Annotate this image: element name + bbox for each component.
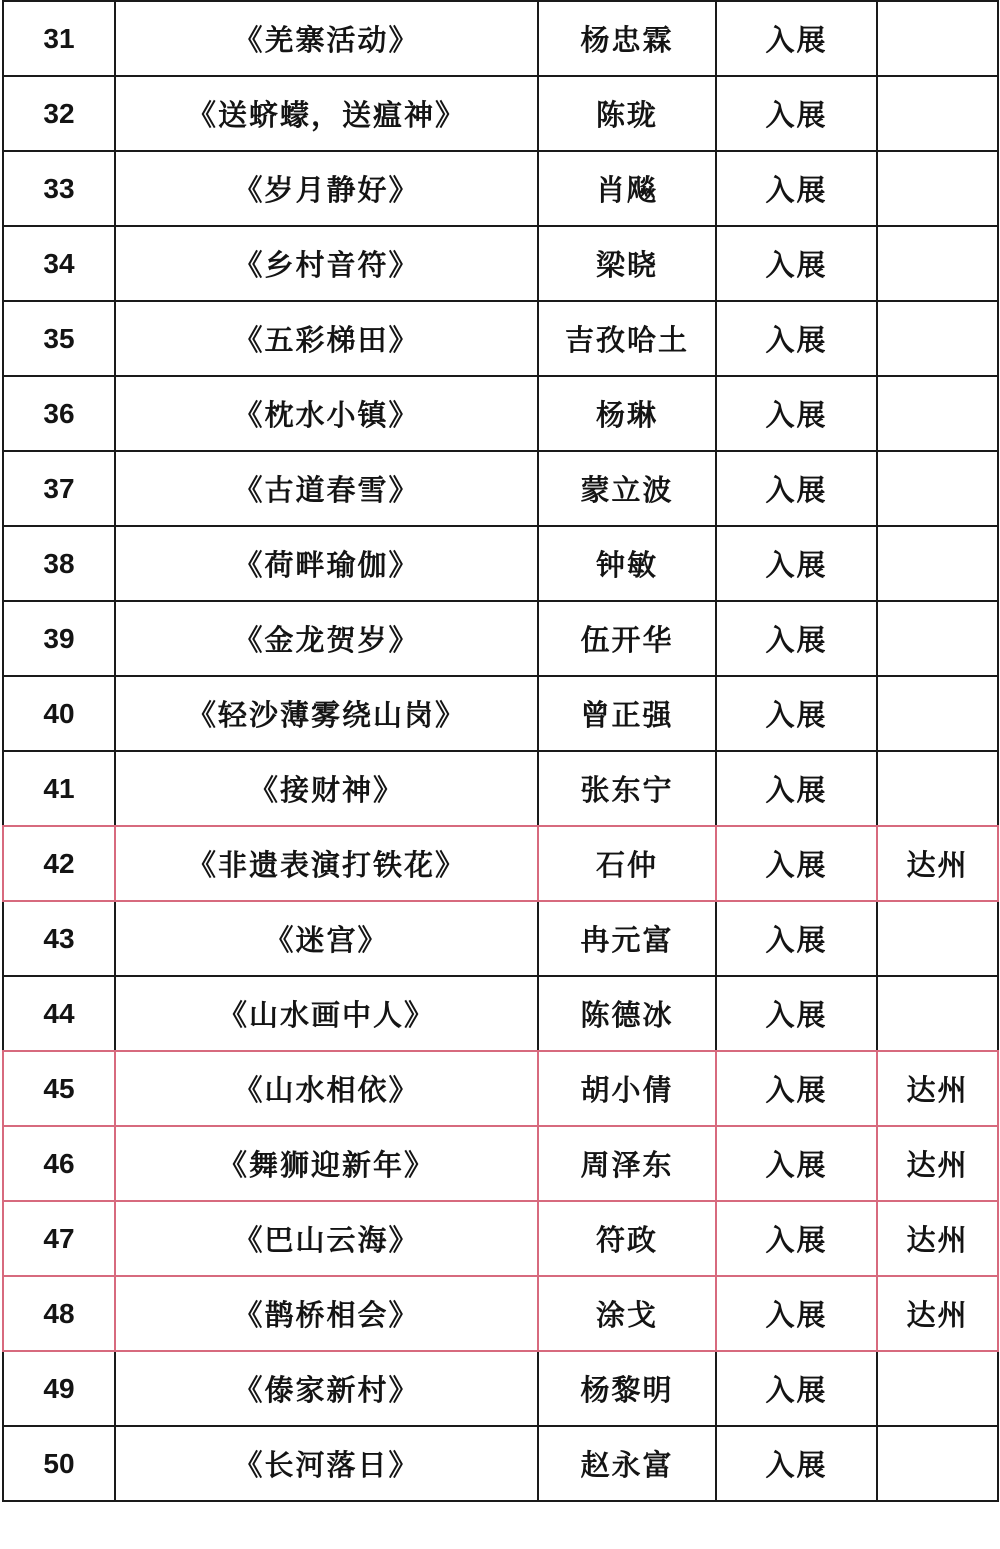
cell-result: 入展 [716, 1, 877, 76]
cell-number: 42 [3, 826, 115, 901]
cell-result: 入展 [716, 1351, 877, 1426]
table-row [3, 1201, 998, 1276]
cell-region: 达州 [877, 1126, 998, 1201]
cell-number: 37 [3, 451, 115, 526]
cell-title: 《接财神》 [115, 751, 538, 826]
cell-author: 伍开华 [538, 601, 716, 676]
cell-result: 入展 [716, 676, 877, 751]
cell-title: 《非遗表演打铁花》 [115, 826, 538, 901]
cell-title: 《羌寨活动》 [115, 1, 538, 76]
cell-title: 《舞狮迎新年》 [115, 1126, 538, 1201]
cell-author: 肖飚 [538, 151, 716, 226]
cell-author: 涂戈 [538, 1276, 716, 1351]
cell-result: 入展 [716, 451, 877, 526]
cell-author: 蒙立波 [538, 451, 716, 526]
cell-result: 入展 [716, 1276, 877, 1351]
table-row [3, 901, 998, 976]
cell-result: 入展 [716, 301, 877, 376]
cell-author: 符政 [538, 1201, 716, 1276]
cell-author: 吉孜哈土 [538, 301, 716, 376]
cell-result: 入展 [716, 751, 877, 826]
cell-result: 入展 [716, 976, 877, 1051]
cell-number: 38 [3, 526, 115, 601]
cell-region [877, 151, 998, 226]
cell-title: 《迷宫》 [115, 901, 538, 976]
cell-region [877, 1426, 998, 1501]
cell-number: 47 [3, 1201, 115, 1276]
cell-number: 39 [3, 601, 115, 676]
cell-region [877, 451, 998, 526]
table-row [3, 1351, 998, 1426]
cell-title: 《乡村音符》 [115, 226, 538, 301]
cell-result: 入展 [716, 901, 877, 976]
cell-region [877, 751, 998, 826]
cell-number: 31 [3, 1, 115, 76]
cell-result: 入展 [716, 1426, 877, 1501]
cell-region [877, 676, 998, 751]
cell-number: 48 [3, 1276, 115, 1351]
cell-number: 34 [3, 226, 115, 301]
cell-region [877, 526, 998, 601]
cell-region [877, 601, 998, 676]
table-row [3, 376, 998, 451]
table-row [3, 76, 998, 151]
cell-author: 张东宁 [538, 751, 716, 826]
cell-author: 胡小倩 [538, 1051, 716, 1126]
cell-number: 40 [3, 676, 115, 751]
cell-result: 入展 [716, 1051, 877, 1126]
cell-author: 陈德冰 [538, 976, 716, 1051]
table-row [3, 751, 998, 826]
cell-region [877, 901, 998, 976]
cell-result: 入展 [716, 826, 877, 901]
cell-title: 《鹊桥相会》 [115, 1276, 538, 1351]
cell-result: 入展 [716, 76, 877, 151]
cell-region [877, 1351, 998, 1426]
table-row [3, 226, 998, 301]
cell-author: 杨忠霖 [538, 1, 716, 76]
cell-result: 入展 [716, 151, 877, 226]
cell-number: 36 [3, 376, 115, 451]
table-row [3, 976, 998, 1051]
cell-region [877, 976, 998, 1051]
cell-region [877, 376, 998, 451]
cell-title: 《轻沙薄雾绕山岗》 [115, 676, 538, 751]
cell-number: 44 [3, 976, 115, 1051]
cell-result: 入展 [716, 376, 877, 451]
cell-region: 达州 [877, 1201, 998, 1276]
table-row [3, 1, 998, 76]
results-table-body [3, 1, 998, 1501]
cell-result: 入展 [716, 1201, 877, 1276]
table-row [3, 601, 998, 676]
cell-author: 周泽东 [538, 1126, 716, 1201]
cell-author: 陈珑 [538, 76, 716, 151]
table-row [3, 1126, 998, 1201]
cell-result: 入展 [716, 1126, 877, 1201]
cell-region: 达州 [877, 1276, 998, 1351]
cell-title: 《巴山云海》 [115, 1201, 538, 1276]
table-row [3, 1051, 998, 1126]
cell-title: 《岁月静好》 [115, 151, 538, 226]
results-table [2, 0, 999, 1502]
cell-author: 曾正强 [538, 676, 716, 751]
cell-author: 冉元富 [538, 901, 716, 976]
cell-author: 杨琳 [538, 376, 716, 451]
cell-number: 32 [3, 76, 115, 151]
cell-title: 《古道春雪》 [115, 451, 538, 526]
cell-title: 《傣家新村》 [115, 1351, 538, 1426]
cell-number: 33 [3, 151, 115, 226]
table-row [3, 1276, 998, 1351]
cell-region [877, 1, 998, 76]
table-row [3, 1426, 998, 1501]
cell-author: 钟敏 [538, 526, 716, 601]
table-row [3, 826, 998, 901]
cell-title: 《长河落日》 [115, 1426, 538, 1501]
cell-region: 达州 [877, 826, 998, 901]
cell-title: 《金龙贺岁》 [115, 601, 538, 676]
cell-region [877, 226, 998, 301]
cell-result: 入展 [716, 601, 877, 676]
cell-author: 赵永富 [538, 1426, 716, 1501]
cell-title: 《山水画中人》 [115, 976, 538, 1051]
cell-number: 49 [3, 1351, 115, 1426]
table-row [3, 451, 998, 526]
table-row [3, 151, 998, 226]
cell-number: 45 [3, 1051, 115, 1126]
cell-title: 《五彩梯田》 [115, 301, 538, 376]
cell-number: 50 [3, 1426, 115, 1501]
table-row [3, 526, 998, 601]
table-row [3, 301, 998, 376]
cell-number: 46 [3, 1126, 115, 1201]
cell-author: 石仲 [538, 826, 716, 901]
cell-number: 35 [3, 301, 115, 376]
cell-number: 41 [3, 751, 115, 826]
cell-result: 入展 [716, 226, 877, 301]
cell-title: 《送蛴蠓，送瘟神》 [115, 76, 538, 151]
cell-region [877, 301, 998, 376]
cell-region [877, 76, 998, 151]
cell-title: 《枕水小镇》 [115, 376, 538, 451]
cell-title: 《荷畔瑜伽》 [115, 526, 538, 601]
cell-result: 入展 [716, 526, 877, 601]
cell-title: 《山水相依》 [115, 1051, 538, 1126]
cell-region: 达州 [877, 1051, 998, 1126]
cell-author: 杨黎明 [538, 1351, 716, 1426]
table-row [3, 676, 998, 751]
cell-number: 43 [3, 901, 115, 976]
cell-author: 梁晓 [538, 226, 716, 301]
